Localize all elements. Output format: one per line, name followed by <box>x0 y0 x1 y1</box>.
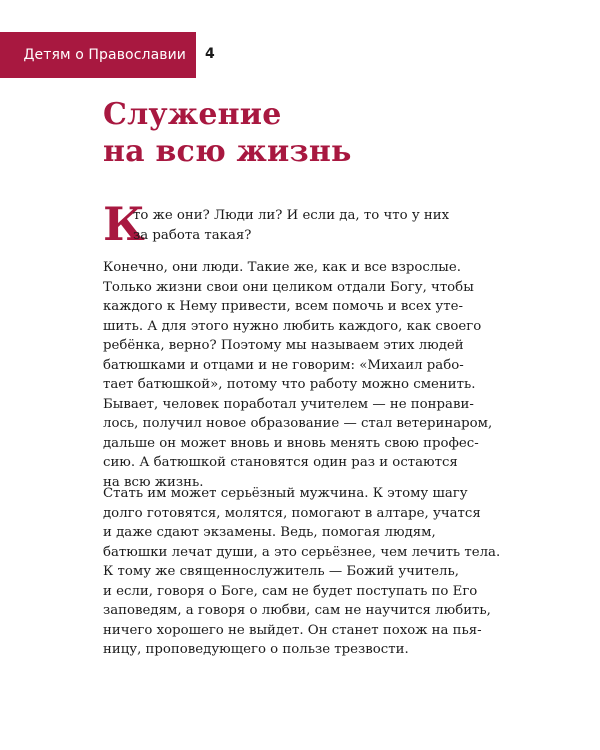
text-line: шить. А для этого нужно любить каждого, как своего <box>103 318 482 334</box>
text-line: на всю жизнь. <box>103 474 204 490</box>
text-line: сию. А батюшкой становятся один раз и остаются <box>103 455 458 470</box>
drop-cap: К <box>103 197 145 251</box>
series-title: Детям о Православии <box>23 47 186 63</box>
text-line: ничего хорошего не выйдет. Он станет похож на пья- <box>103 622 482 638</box>
text-line: за работа такая? <box>133 227 252 243</box>
body-paragraph-2 <box>103 484 500 660</box>
text-line: батюшки лечат души, а это серьёзнее, чем лечить тела. <box>103 544 501 560</box>
text-line: дальше он может вновь и вновь менять свою профес- <box>103 435 479 451</box>
body-paragraph-1 <box>103 258 492 492</box>
page-title <box>103 96 352 170</box>
text-line: батюшками и отцами и не говорим: «Михаил рабо- <box>103 357 464 373</box>
text-line: долго готовятся, молятся, помогают в алтаре, учатся <box>103 505 481 521</box>
text-line: и если, говоря о Боге, сам не будет поступать по Его <box>103 583 478 599</box>
text-line: К тому же священнослужитель — Божий учитель, <box>103 564 459 579</box>
text-line: ребёнка, верно? Поэтому мы называем этих людей <box>103 338 464 353</box>
page-title-line: Служение <box>103 97 282 132</box>
text-line: то же они? Люди ли? И если да, то что у них <box>133 208 450 223</box>
text-line: и даже сдают экзамены. Ведь, помогая людям, <box>103 525 436 540</box>
text-line: ницу, проповедующего о пользе трезвости. <box>103 642 409 657</box>
intro-text <box>133 206 449 245</box>
page-title-line: на всю жизнь <box>103 134 352 169</box>
page-number: 4 <box>205 46 215 62</box>
text-line: лось, получил новое образование — стал ветеринаром, <box>103 416 493 431</box>
text-line: Бывает, человек поработал учителем — не понрави- <box>103 396 474 412</box>
text-line: каждого к Нему привести, всем помочь и всех уте- <box>103 299 463 314</box>
text-line: заповедям, а говоря о любви, сам не научится любить, <box>103 603 491 618</box>
text-line: Стать им может серьёзный мужчина. К этому шагу <box>103 486 468 501</box>
series-header-band <box>0 32 196 78</box>
text-line: Конечно, они люди. Такие же, как и все взрослые. <box>103 260 461 275</box>
text-line: Только жизни свои они целиком отдали Богу, чтобы <box>103 279 474 295</box>
text-line: тает батюшкой», потому что работу можно сменить. <box>103 377 476 392</box>
